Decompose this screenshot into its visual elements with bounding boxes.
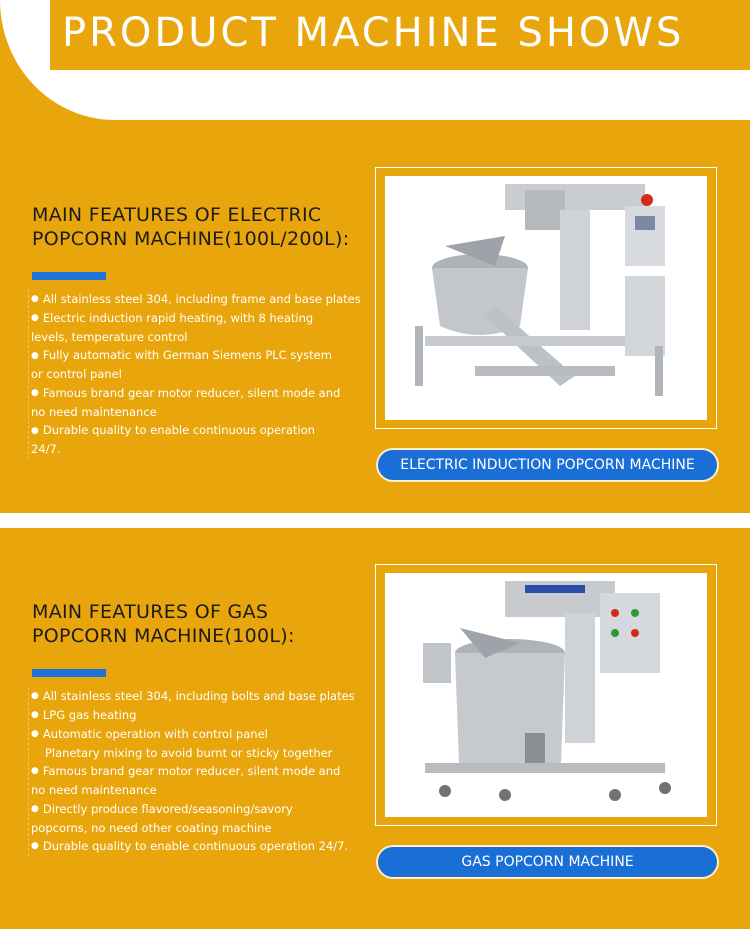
feature-item: ● Directly produce flavored/seasoning/savory (31, 801, 293, 816)
feature-item-continued: or control panel (31, 367, 122, 382)
electric-machine-illustration (385, 176, 707, 420)
feature-item-continued: no need maintenance (31, 783, 157, 798)
feature-item-continued: popcorns, no need other coating machine (31, 820, 272, 835)
electric-heading-rule (32, 272, 106, 280)
feature-item: ● Famous brand gear motor reducer, silent mode and (31, 385, 341, 400)
feature-item: ● Fully automatic with German Siemens PLC system (31, 348, 332, 363)
bullet-icon: ● (31, 728, 39, 739)
gas-machine-caption: GAS POPCORN MACHINE (378, 847, 717, 877)
bullet-icon: ● (31, 841, 39, 852)
bullet-icon: ● (31, 425, 39, 436)
electric-machine-caption: ELECTRIC INDUCTION POPCORN MACHINE (378, 450, 717, 480)
bullet-icon: ● (31, 803, 39, 814)
bullet-icon: ● (31, 388, 39, 399)
bullet-icon: ● (31, 709, 39, 720)
electric-heading (32, 203, 349, 251)
feature-item: ● All stainless steel 304, including frame and base plates (31, 292, 361, 306)
gas-heading-line2: POPCORN MACHINE(100L): (32, 625, 295, 647)
feature-item-continued: Planetary mixing to avoid burnt or sticky together (45, 745, 333, 760)
feature-item: ● LPG gas heating (31, 707, 137, 722)
gas-machine-illustration (385, 573, 707, 817)
feature-item-continued: 24/7. (31, 442, 61, 457)
bullet-icon: ● (31, 294, 39, 305)
bullet-icon: ● (31, 350, 39, 361)
gas-popcorn-machine-photo (385, 573, 707, 817)
feature-item: ● Automatic operation with control panel (31, 726, 268, 741)
feature-item: ● Durable quality to enable continuous operation (31, 423, 315, 438)
electric-machine-photo-frame (375, 167, 717, 429)
electric-popcorn-machine-photo (385, 176, 707, 420)
feature-item-continued: no need maintenance (31, 404, 157, 419)
bullet-icon: ● (31, 691, 39, 702)
feature-item: ● All stainless steel 304, including bolts and base plates (31, 689, 355, 703)
gas-machine-photo-frame (375, 564, 717, 826)
electric-heading-line2: POPCORN MACHINE(100L/200L): (32, 228, 350, 250)
feature-item: ● Durable quality to enable continuous operation 24/7. (31, 839, 349, 854)
gas-heading (32, 600, 295, 648)
bullet-icon: ● (31, 312, 39, 323)
bullet-icon: ● (31, 766, 39, 777)
gas-feature-list (28, 687, 361, 856)
feature-item-continued: levels, temperature control (31, 329, 188, 344)
gas-heading-line1: MAIN FEATURES OF GAS (32, 601, 269, 623)
section-divider (0, 513, 750, 528)
feature-item: ● Electric induction rapid heating, with 8 heating (31, 310, 314, 325)
gas-heading-rule (32, 669, 106, 677)
electric-feature-list (28, 290, 361, 459)
page-title: PRODUCT MACHINE SHOWS (62, 10, 685, 56)
feature-item: ● Famous brand gear motor reducer, silent mode and (31, 764, 341, 779)
electric-heading-line1: MAIN FEATURES OF ELECTRIC (32, 204, 322, 226)
